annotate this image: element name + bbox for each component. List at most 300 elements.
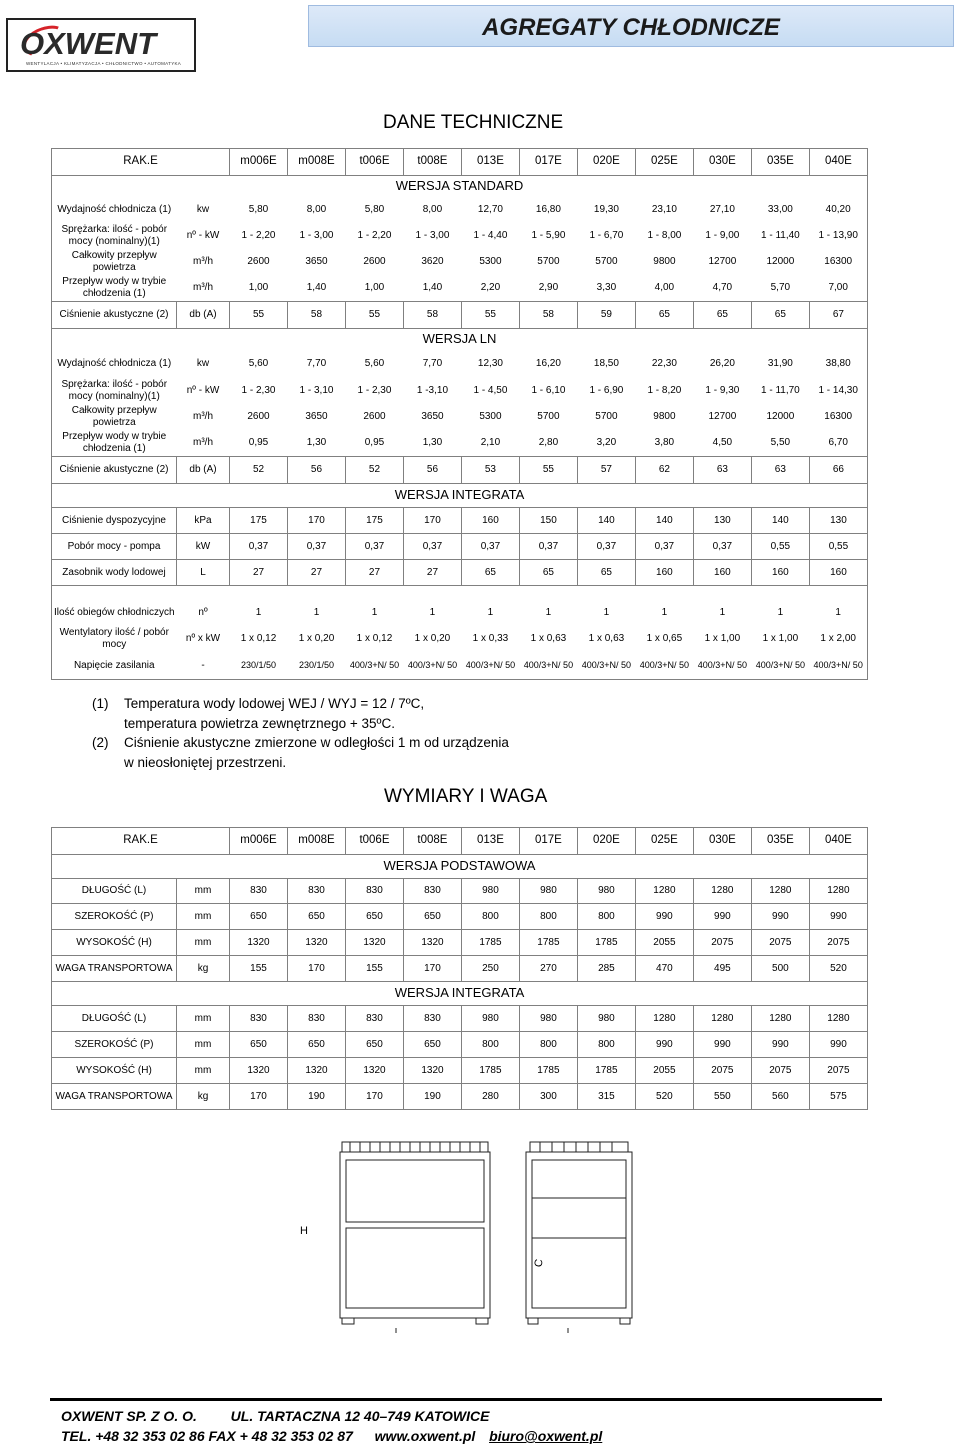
value-cell: 0,37 — [403, 534, 461, 560]
value-cell: 27,10 — [709, 203, 735, 215]
logo-wordmark: OXWENT — [20, 26, 157, 61]
row-unit: mm — [177, 904, 230, 930]
value-cell: 1 - 5,90 — [531, 229, 566, 241]
value-cell: 2600 — [363, 255, 386, 267]
value-cell: 160 — [635, 560, 693, 586]
value-cell: 1,30 — [422, 437, 443, 448]
column-header: t008E — [403, 828, 461, 855]
footer-website-link[interactable]: www.oxwent.pl — [374, 1428, 476, 1444]
footer-company: OXWENT SP. Z O. O. — [61, 1408, 197, 1424]
value-cell: 1 - 2,20 — [357, 229, 392, 241]
title-banner — [308, 5, 954, 47]
value-cell: 3,20 — [596, 437, 617, 448]
row-label: WAGA TRANSPORTOWA — [52, 956, 177, 982]
table-row — [52, 626, 868, 652]
table-row — [52, 1032, 868, 1058]
value-cell: 6,70 — [809, 430, 867, 457]
value-cell: 26,20 — [709, 358, 735, 370]
value-cell: 0,37 — [461, 534, 519, 560]
value-cell: 980 — [461, 879, 519, 904]
section-label: WERSJA LN — [52, 329, 868, 351]
value-cell: 65 — [461, 560, 519, 586]
label-c: C — [532, 1258, 546, 1269]
value-cell: 1 - 4,40 — [473, 229, 508, 241]
row-unit: nº - kW — [186, 229, 220, 241]
section-label: WERSJA STANDARD — [52, 176, 868, 197]
footnote-number: (2) — [92, 735, 109, 750]
value-cell: 65 — [635, 302, 693, 329]
footer-phone-fax: TEL. +48 32 353 02 86 FAX + 48 32 353 02 87 — [61, 1428, 353, 1444]
value-cell: 67 — [809, 302, 867, 329]
value-cell: 1 - 3,00 — [299, 229, 334, 241]
column-header: 035E — [751, 149, 809, 176]
row-label: Ilość obiegów chłodniczych — [52, 600, 177, 626]
spacer — [52, 586, 868, 600]
value-cell: 990 — [809, 904, 867, 930]
value-cell: 280 — [461, 1084, 519, 1110]
dimensions-table — [51, 827, 868, 1110]
section-header-row — [52, 176, 868, 197]
table-row — [52, 249, 868, 275]
value-cell: 175 — [230, 508, 288, 534]
value-cell: 2075 — [751, 1058, 809, 1084]
value-cell: 56 — [403, 457, 461, 484]
value-cell: 55 — [345, 302, 403, 329]
value-cell: 800 — [577, 1032, 635, 1058]
value-cell: 230/1/50 — [288, 652, 346, 680]
value-cell: 980 — [519, 879, 577, 904]
value-cell: 1 - 9,00 — [705, 229, 740, 241]
table-row — [52, 223, 868, 249]
value-cell: 400/3+N/ 50 — [345, 652, 403, 680]
value-cell: 1,40 — [306, 282, 327, 293]
row-unit: nº x kW — [185, 632, 221, 644]
row-unit: kg — [177, 1084, 230, 1110]
table-row — [52, 956, 868, 982]
row-label: Ciśnienie akustyczne (2) — [52, 302, 177, 329]
row-label: Wydajność chłodnicza (1) — [52, 351, 177, 378]
row-label: Wentylatory ilość / pobór mocy — [52, 626, 177, 652]
row-unit: kW — [177, 534, 230, 560]
value-cell: 400/3+N/ 50 — [809, 652, 867, 680]
footnote-number: (1) — [92, 696, 109, 711]
column-header: t008E — [403, 149, 461, 176]
value-cell: 4,70 — [712, 282, 733, 293]
value-cell: 1 — [777, 606, 784, 618]
footnote-text-cont: temperatura powietrza zewnętrznego + 35ºC. — [124, 715, 395, 731]
value-cell: 1 - 11,70 — [761, 384, 800, 396]
value-cell: 1 - 13,90 — [809, 223, 867, 249]
value-cell: 55 — [461, 302, 519, 329]
column-header: 017E — [519, 828, 577, 855]
row-unit: kg — [177, 956, 230, 982]
value-cell: 5,50 — [770, 437, 791, 448]
value-cell: 4,50 — [712, 437, 733, 448]
value-cell: 400/3+N/ 50 — [751, 652, 809, 680]
row-label: Sprężarka: ilość - pobór mocy (nominalny)(1) — [52, 378, 177, 404]
row-unit: mm — [177, 1058, 230, 1084]
value-cell: 5,60 — [364, 358, 385, 370]
value-cell: 830 — [288, 879, 346, 904]
label-h: H — [300, 1225, 308, 1237]
value-cell: 520 — [809, 956, 867, 982]
dims-section-title: WYMIARY I WAGA — [384, 786, 548, 807]
spacer-row — [52, 586, 868, 600]
row-label: Przepływ wody w trybie chłodzenia (1) — [52, 430, 177, 457]
value-cell: 1 — [255, 606, 262, 618]
value-cell: 650 — [403, 904, 461, 930]
value-cell: 990 — [809, 1032, 867, 1058]
value-cell: 5300 — [479, 410, 502, 422]
row-label: Napięcie zasilania — [52, 652, 177, 680]
value-cell: 230/1/50 — [230, 652, 288, 680]
row-label: DŁUGOŚĆ (L) — [52, 1006, 177, 1032]
value-cell: 130 — [693, 508, 751, 534]
value-cell: 65 — [751, 302, 809, 329]
value-cell: 800 — [461, 904, 519, 930]
value-cell: 0,37 — [577, 534, 635, 560]
value-cell: 150 — [519, 508, 577, 534]
row-unit: L — [177, 560, 230, 586]
value-cell: 285 — [577, 956, 635, 982]
row-label: Wydajność chłodnicza (1) — [52, 197, 177, 223]
value-cell: 0,95 — [364, 437, 385, 448]
value-cell: 1 - 3,10 — [299, 384, 334, 396]
value-cell: 980 — [577, 879, 635, 904]
row-unit: mm — [177, 1032, 230, 1058]
value-cell: 3,30 — [596, 282, 617, 293]
table-row — [52, 904, 868, 930]
footer-email-link[interactable]: biuro@oxwent.pl — [489, 1428, 603, 1444]
row-unit: m³/h — [193, 410, 213, 422]
column-header: 030E — [693, 828, 751, 855]
table-row — [52, 457, 868, 484]
value-cell: 160 — [461, 508, 519, 534]
value-cell: 2,20 — [480, 282, 501, 293]
value-cell: 1785 — [519, 930, 577, 956]
value-cell: 1 x 0,12 — [240, 632, 277, 644]
row-unit: kw — [196, 203, 210, 215]
value-cell: 5700 — [537, 410, 560, 422]
value-cell: 55 — [230, 302, 288, 329]
value-cell: 170 — [288, 508, 346, 534]
value-cell: 5,70 — [770, 282, 791, 293]
value-cell: 1280 — [693, 1006, 751, 1032]
value-cell: 2075 — [693, 930, 751, 956]
value-cell: 52 — [345, 457, 403, 484]
column-header: t006E — [345, 149, 403, 176]
table-row — [52, 534, 868, 560]
value-cell: 1,30 — [306, 437, 327, 448]
row-label: Całkowity przepływ powietrza — [52, 404, 177, 430]
value-cell: 66 — [809, 457, 867, 484]
value-cell: 1 x 0,20 — [298, 632, 335, 644]
value-cell: 0,37 — [635, 534, 693, 560]
value-cell: 1280 — [751, 879, 809, 904]
table-row — [52, 351, 868, 378]
value-cell: 1 x 0,63 — [530, 632, 567, 644]
column-header: 025E — [635, 149, 693, 176]
value-cell: 0,37 — [345, 534, 403, 560]
value-cell: 62 — [635, 457, 693, 484]
value-cell: 1280 — [635, 1006, 693, 1032]
value-cell: 2075 — [751, 930, 809, 956]
value-cell: 190 — [288, 1084, 346, 1110]
value-cell: 830 — [288, 1006, 346, 1032]
value-cell: 0,37 — [230, 534, 288, 560]
row-label: WYSOKOŚĆ (H) — [52, 1058, 177, 1084]
value-cell: 520 — [635, 1084, 693, 1110]
value-cell: 190 — [403, 1084, 461, 1110]
value-cell: 1 - 9,30 — [705, 384, 740, 396]
row-label: Zasobnik wody lodowej — [52, 560, 177, 586]
value-cell: 1 - 8,00 — [647, 229, 682, 241]
value-cell: 170 — [288, 956, 346, 982]
column-header: 025E — [635, 828, 693, 855]
value-cell: 1 — [371, 606, 378, 618]
value-cell: 58 — [403, 302, 461, 329]
value-cell: 1 — [545, 606, 552, 618]
column-header: 013E — [461, 828, 519, 855]
table-row — [52, 1058, 868, 1084]
value-cell: 160 — [809, 560, 867, 586]
value-cell: 65 — [693, 302, 751, 329]
column-header: 020E — [577, 149, 635, 176]
value-cell: 1 — [429, 606, 436, 618]
row-unit: kw — [196, 358, 210, 370]
column-header: 040E — [809, 828, 867, 855]
value-cell: 1 - 6,10 — [531, 384, 566, 396]
value-cell: 5700 — [595, 410, 618, 422]
section-header-row — [52, 982, 868, 1006]
value-cell: 170 — [230, 1084, 288, 1110]
value-cell: 27 — [230, 560, 288, 586]
value-cell: 2,10 — [480, 437, 501, 448]
value-cell: 1 x 0,33 — [472, 632, 509, 644]
value-cell: 19,30 — [593, 203, 619, 215]
table-row — [52, 508, 868, 534]
value-cell: 65 — [519, 560, 577, 586]
value-cell: 1 x 0,20 — [414, 632, 451, 644]
value-cell: 1 — [603, 606, 610, 618]
value-cell: 300 — [519, 1084, 577, 1110]
footer-line-1 — [61, 1408, 489, 1424]
value-cell: 130 — [809, 508, 867, 534]
value-cell: 800 — [577, 904, 635, 930]
value-cell: 1 - 3,00 — [415, 229, 450, 241]
value-cell: 650 — [345, 1032, 403, 1058]
value-cell: 170 — [403, 956, 461, 982]
value-cell: 12000 — [766, 410, 795, 422]
value-cell: 650 — [403, 1032, 461, 1058]
value-cell: 1 — [661, 606, 668, 618]
row-label: Całkowity przepływ powietrza — [52, 249, 177, 275]
value-cell: 7,70 — [422, 358, 443, 370]
value-cell: 800 — [461, 1032, 519, 1058]
row-unit: db (A) — [177, 457, 230, 484]
value-cell: 990 — [751, 904, 809, 930]
logo-tagline: WENTYLACJA • KLIMATYZACJA • CHŁODNICTWO • AUTOMATYKA — [26, 61, 182, 66]
value-cell: 38,80 — [809, 351, 867, 378]
value-cell: 550 — [693, 1084, 751, 1110]
value-cell: 1320 — [345, 930, 403, 956]
value-cell: 250 — [461, 956, 519, 982]
value-cell: 1 x 0,12 — [356, 632, 393, 644]
value-cell: 7,00 — [809, 275, 867, 302]
value-cell: 650 — [230, 1032, 288, 1058]
section-label: WERSJA PODSTAWOWA — [52, 855, 868, 879]
footer-rule — [50, 1398, 882, 1401]
value-cell: 1320 — [403, 1058, 461, 1084]
value-cell: 140 — [635, 508, 693, 534]
value-cell: 1320 — [403, 930, 461, 956]
table-row — [52, 430, 868, 457]
value-cell: 1785 — [461, 1058, 519, 1084]
table-row — [52, 1084, 868, 1110]
value-cell: 470 — [635, 956, 693, 982]
value-cell: 1 - 2,20 — [241, 229, 276, 241]
banner-title: AGREGATY CHŁODNICZE — [482, 14, 780, 41]
value-cell: 12,30 — [477, 358, 503, 370]
row-label: Przepływ wody w trybie chłodzenia (1) — [52, 275, 177, 302]
value-cell: 1280 — [751, 1006, 809, 1032]
value-cell: 170 — [403, 508, 461, 534]
row-unit: m³/h — [193, 282, 213, 293]
value-cell: 1785 — [577, 930, 635, 956]
value-cell: 800 — [519, 904, 577, 930]
row-unit: m³/h — [193, 437, 213, 448]
row-unit: nº — [198, 606, 208, 618]
value-cell: 0,37 — [288, 534, 346, 560]
column-header: m006E — [230, 149, 288, 176]
value-cell: 23,10 — [651, 203, 677, 215]
value-cell: 16,80 — [535, 203, 561, 215]
value-cell: 12700 — [708, 255, 737, 267]
value-cell: 0,37 — [519, 534, 577, 560]
value-cell: 2,90 — [538, 282, 559, 293]
value-cell: 160 — [693, 560, 751, 586]
column-header: m006E — [230, 828, 288, 855]
value-cell: 5,60 — [248, 358, 269, 370]
value-cell: 990 — [693, 1032, 751, 1058]
value-cell: 650 — [288, 1032, 346, 1058]
value-cell: 3620 — [421, 255, 444, 267]
value-cell: 18,50 — [593, 358, 619, 370]
table-row — [52, 1006, 868, 1032]
value-cell: 980 — [577, 1006, 635, 1032]
value-cell: 830 — [403, 879, 461, 904]
row-label: WYSOKOŚĆ (H) — [52, 930, 177, 956]
value-cell: 0,95 — [248, 437, 269, 448]
column-header-row — [52, 149, 868, 176]
value-cell: 800 — [519, 1032, 577, 1058]
table-row — [52, 275, 868, 302]
value-cell: 58 — [288, 302, 346, 329]
row-unit: kPa — [177, 508, 230, 534]
value-cell: 140 — [751, 508, 809, 534]
row-unit: mm — [177, 930, 230, 956]
column-header: m008E — [288, 828, 346, 855]
row-unit: m³/h — [193, 255, 213, 267]
value-cell: 0,55 — [809, 534, 867, 560]
value-cell: 5700 — [595, 255, 618, 267]
value-cell: 4,00 — [654, 282, 675, 293]
value-cell: 400/3+N/ 50 — [635, 652, 693, 680]
value-cell: 1280 — [809, 1006, 867, 1032]
value-cell: 1 - 6,70 — [589, 229, 624, 241]
value-cell: 575 — [809, 1084, 867, 1110]
value-cell: 160 — [751, 560, 809, 586]
table-row — [52, 879, 868, 904]
row-unit: mm — [177, 879, 230, 904]
value-cell: 2600 — [363, 410, 386, 422]
value-cell: 400/3+N/ 50 — [519, 652, 577, 680]
column-header: RAK.E — [52, 828, 230, 855]
value-cell: 2,80 — [538, 437, 559, 448]
value-cell: 5,80 — [364, 203, 385, 215]
row-label: Pobór mocy - pompa — [52, 534, 177, 560]
value-cell: 2075 — [809, 1058, 867, 1084]
value-cell: 59 — [577, 302, 635, 329]
value-cell: 495 — [693, 956, 751, 982]
footer-line-2 — [61, 1428, 602, 1444]
row-label: DŁUGOŚĆ (L) — [52, 879, 177, 904]
value-cell: 58 — [519, 302, 577, 329]
table-row — [52, 197, 868, 223]
value-cell: 830 — [345, 879, 403, 904]
value-cell: 16300 — [809, 404, 867, 430]
value-cell: 1320 — [230, 930, 288, 956]
value-cell: 1 — [809, 600, 867, 626]
value-cell: 1 — [487, 606, 494, 618]
section-label: WERSJA INTEGRATA — [52, 484, 868, 508]
value-cell: 1 x 0,63 — [588, 632, 625, 644]
value-cell: 2075 — [693, 1058, 751, 1084]
value-cell: 1785 — [577, 1058, 635, 1084]
value-cell: 5300 — [479, 255, 502, 267]
footnote-text-cont: w nieosłoniętej przestrzeni. — [124, 754, 287, 770]
value-cell: 31,90 — [767, 358, 793, 370]
value-cell: 1 -3,10 — [416, 384, 449, 396]
value-cell: 2055 — [635, 930, 693, 956]
value-cell: 1785 — [519, 1058, 577, 1084]
value-cell: 1 - 2,30 — [241, 384, 276, 396]
value-cell: 1 — [719, 606, 726, 618]
footnote-text: Ciśnienie akustyczne zmierzone w odległości 1 m od urządzenia — [124, 735, 509, 750]
value-cell: 830 — [403, 1006, 461, 1032]
column-header: 035E — [751, 828, 809, 855]
value-cell: 1 - 6,90 — [589, 384, 624, 396]
value-cell: 12700 — [708, 410, 737, 422]
value-cell: 2600 — [247, 410, 270, 422]
column-header: RAK.E — [52, 149, 230, 176]
value-cell: 7,70 — [306, 358, 327, 370]
value-cell: 1,00 — [248, 282, 269, 293]
value-cell: 1 x 1,00 — [704, 632, 741, 644]
value-cell: 27 — [288, 560, 346, 586]
row-label: SZEROKOŚĆ (P) — [52, 904, 177, 930]
value-cell: 990 — [693, 904, 751, 930]
table-row — [52, 378, 868, 404]
row-unit: mm — [177, 1006, 230, 1032]
value-cell: 400/3+N/ 50 — [403, 652, 461, 680]
value-cell: 3650 — [421, 410, 444, 422]
value-cell: 16,20 — [535, 358, 561, 370]
section-header-row — [52, 855, 868, 879]
value-cell: 2075 — [809, 930, 867, 956]
value-cell: 990 — [751, 1032, 809, 1058]
value-cell: 9800 — [653, 255, 676, 267]
